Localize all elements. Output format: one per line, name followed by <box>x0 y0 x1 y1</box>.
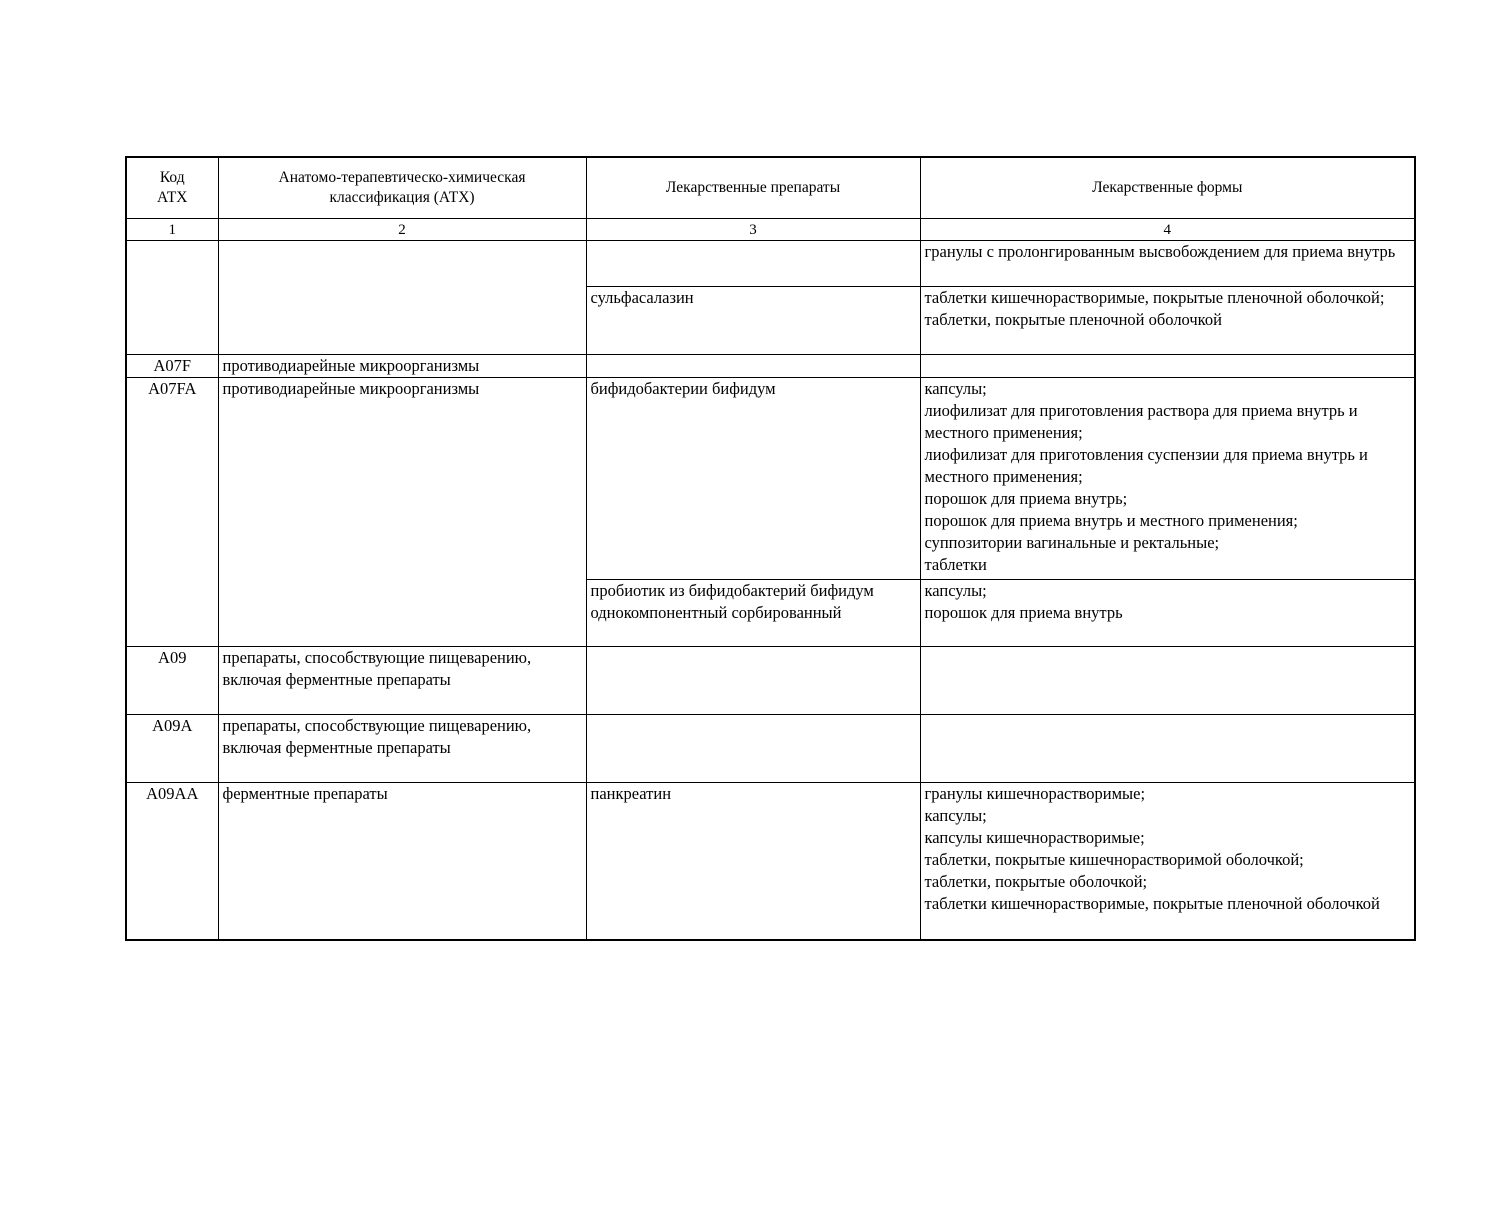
atc-class-cell <box>218 241 586 355</box>
drug-cell <box>586 241 920 287</box>
dosage-form: лиофилизат для приготовления суспензии для приема внутрь и местного применения; <box>924 445 1368 486</box>
header-drugs: Лекарственные препараты <box>586 157 920 219</box>
atc-code-cell: A09AA <box>126 783 218 940</box>
dosage-form: гранулы с пролонгированным высвобождением для приема внутрь <box>924 242 1396 261</box>
drug-cell: панкреатин <box>586 783 920 940</box>
header-row <box>126 157 1415 219</box>
forms-cell <box>920 715 1415 783</box>
atc-code-cell: A09A <box>126 715 218 783</box>
header-atc-code: Код АТХ <box>126 157 218 219</box>
forms-cell <box>920 241 1415 287</box>
dosage-form: порошок для приема внутрь и местного применения; <box>924 511 1298 530</box>
table-row <box>126 241 1415 287</box>
dosage-form: таблетки, покрытые пленочной оболочкой <box>924 310 1222 329</box>
dosage-form: капсулы; <box>924 806 987 825</box>
forms-cell <box>920 647 1415 715</box>
column-number-3: 3 <box>586 219 920 241</box>
dosage-form: лиофилизат для приготовления раствора для приема внутрь и местного применения; <box>924 401 1358 442</box>
dosage-form: гранулы кишечнорастворимые; <box>924 784 1146 803</box>
drug-cell: бифидобактерии бифидум <box>586 378 920 580</box>
medication-table <box>125 156 1416 941</box>
dosage-form: порошок для приема внутрь <box>924 603 1123 622</box>
table-row <box>126 715 1415 783</box>
dosage-form: порошок для приема внутрь; <box>924 489 1128 508</box>
drug-cell: сульфасалазин <box>586 287 920 355</box>
column-number-2: 2 <box>218 219 586 241</box>
drug-cell <box>586 647 920 715</box>
dosage-form: таблетки, покрытые оболочкой; <box>924 872 1148 891</box>
drug-cell: пробиотик из бифидобактерий бифидум однокомпонентный сорбированный <box>586 580 920 647</box>
forms-cell <box>920 287 1415 355</box>
atc-class-cell: препараты, способствующие пищеварению, включая ферментные препараты <box>218 715 586 783</box>
atc-code-cell: A07F <box>126 355 218 378</box>
dosage-form: таблетки кишечнорастворимые, покрытые пленочной оболочкой <box>924 894 1380 913</box>
atc-class-cell: противодиарейные микроорганизмы <box>218 378 586 647</box>
atc-class-cell: препараты, способствующие пищеварению, включая ферментные препараты <box>218 647 586 715</box>
atc-class-cell: противодиарейные микроорганизмы <box>218 355 586 378</box>
dosage-form: таблетки <box>924 555 987 574</box>
drug-cell <box>586 355 920 378</box>
table-row <box>126 355 1415 378</box>
atc-code-cell <box>126 241 218 355</box>
header-atc-classification: Анатомо-терапевтическо-химическая классификация (АТХ) <box>218 157 586 219</box>
atc-code-cell: A09 <box>126 647 218 715</box>
forms-cell <box>920 378 1415 580</box>
table-row <box>126 783 1415 940</box>
forms-cell <box>920 783 1415 940</box>
atc-code-cell: A07FA <box>126 378 218 647</box>
column-number-4: 4 <box>920 219 1415 241</box>
dosage-form: таблетки кишечнорастворимые, покрытые пленочной оболочкой; <box>924 288 1385 307</box>
dosage-form: капсулы; <box>924 379 987 398</box>
table-row <box>126 647 1415 715</box>
dosage-form: таблетки, покрытые кишечнорастворимой оболочкой; <box>924 850 1304 869</box>
dosage-form: капсулы кишечнорастворимые; <box>924 828 1145 847</box>
column-number-1: 1 <box>126 219 218 241</box>
table-row <box>126 378 1415 580</box>
forms-cell <box>920 355 1415 378</box>
atc-class-cell: ферментные препараты <box>218 783 586 940</box>
column-number-row <box>126 219 1415 241</box>
dosage-form: суппозитории вагинальные и ректальные; <box>924 533 1220 552</box>
header-dosage-forms: Лекарственные формы <box>920 157 1415 219</box>
dosage-form: капсулы; <box>924 581 987 600</box>
drug-cell <box>586 715 920 783</box>
forms-cell <box>920 580 1415 647</box>
